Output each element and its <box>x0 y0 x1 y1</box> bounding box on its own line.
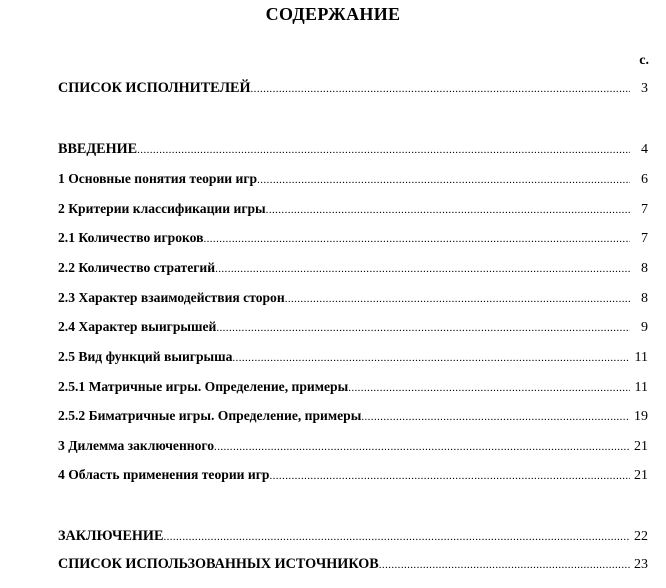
toc-entry-text: 2.5 Вид функций выигрыша <box>58 349 233 364</box>
toc-entry-page: 11 <box>634 380 648 395</box>
dot-leader <box>203 233 630 245</box>
toc-entry-page: 8 <box>641 291 648 306</box>
dot-leader <box>361 411 630 423</box>
toc-entry[interactable] <box>58 556 648 574</box>
page-title: СОДЕРЖАНИЕ <box>265 4 401 24</box>
toc-entry[interactable] <box>58 141 648 159</box>
toc-entry-text: 2.2 Количество стратегий <box>58 260 216 275</box>
toc-entry-text: 3 Дилемма заключенного <box>58 438 215 453</box>
toc-entry[interactable] <box>58 80 648 98</box>
toc-entry-page: 21 <box>634 439 648 454</box>
dot-leader <box>232 352 630 364</box>
toc-entry-text: 2.1 Количество игроков <box>58 230 204 245</box>
toc-entry-text: ЗАКЛЮЧЕНИЕ <box>58 528 164 544</box>
toc-entry[interactable] <box>58 528 648 546</box>
dot-leader <box>266 204 630 216</box>
toc-entry-page: 6 <box>641 172 648 187</box>
dot-leader <box>379 559 630 571</box>
toc-entry[interactable] <box>58 319 648 337</box>
dot-leader <box>163 531 630 543</box>
toc-entry-page: 23 <box>634 557 648 572</box>
toc-entry-text: 4 Область применения теории игр <box>58 467 270 482</box>
dot-leader <box>269 470 630 482</box>
toc-entry[interactable] <box>58 438 648 456</box>
toc-entry-page: 22 <box>634 529 648 544</box>
toc-entry-page: 11 <box>634 350 648 365</box>
dot-leader <box>137 144 630 156</box>
toc-entry[interactable] <box>58 290 648 308</box>
toc-entry-text: СПИСОК ИСПОЛНИТЕЛЕЙ <box>58 80 251 96</box>
toc-entry[interactable] <box>58 467 648 485</box>
toc-entry[interactable] <box>58 379 648 397</box>
toc-entry-text: 2.5.1 Матричные игры. Определение, примеры <box>58 379 349 394</box>
dot-leader <box>214 441 630 453</box>
toc-entry[interactable] <box>58 171 648 189</box>
page-column-label: с. <box>639 53 649 68</box>
toc-entry-text: 2.4 Характер выигрышей <box>58 319 217 334</box>
dot-leader <box>348 382 630 394</box>
toc-entry-page: 4 <box>641 142 648 157</box>
toc-entry[interactable] <box>58 230 648 248</box>
toc-entry-page: 21 <box>634 468 648 483</box>
toc-entry[interactable] <box>58 260 648 278</box>
toc-entry[interactable] <box>58 408 648 426</box>
dot-leader <box>285 293 630 305</box>
toc-entry[interactable] <box>58 201 648 219</box>
toc-entry-text: 2.3 Характер взаимодействия сторон <box>58 290 285 305</box>
toc-entry-page: 9 <box>641 320 648 335</box>
toc-entry-page: 3 <box>641 81 648 96</box>
toc-entry-text: СПИСОК ИСПОЛЬЗОВАННЫХ ИСТОЧНИКОВ <box>58 556 379 572</box>
dot-leader <box>216 322 630 334</box>
toc-entry[interactable] <box>58 349 648 367</box>
toc-entry-page: 19 <box>634 409 648 424</box>
toc-entry-text: 2.5.2 Биматричные игры. Определение, примеры <box>58 408 362 423</box>
toc-entry-text: 1 Основные понятия теории игр <box>58 171 258 186</box>
toc-entry-text: ВВЕДЕНИЕ <box>58 141 138 157</box>
dot-leader <box>257 174 630 186</box>
dot-leader <box>251 83 630 95</box>
toc-entry-text: 2 Критерии классификации игры <box>58 201 266 216</box>
toc-entry-page: 8 <box>641 261 648 276</box>
toc-entry-page: 7 <box>641 231 648 246</box>
toc-entry-page: 7 <box>641 202 648 217</box>
dot-leader <box>215 263 630 275</box>
